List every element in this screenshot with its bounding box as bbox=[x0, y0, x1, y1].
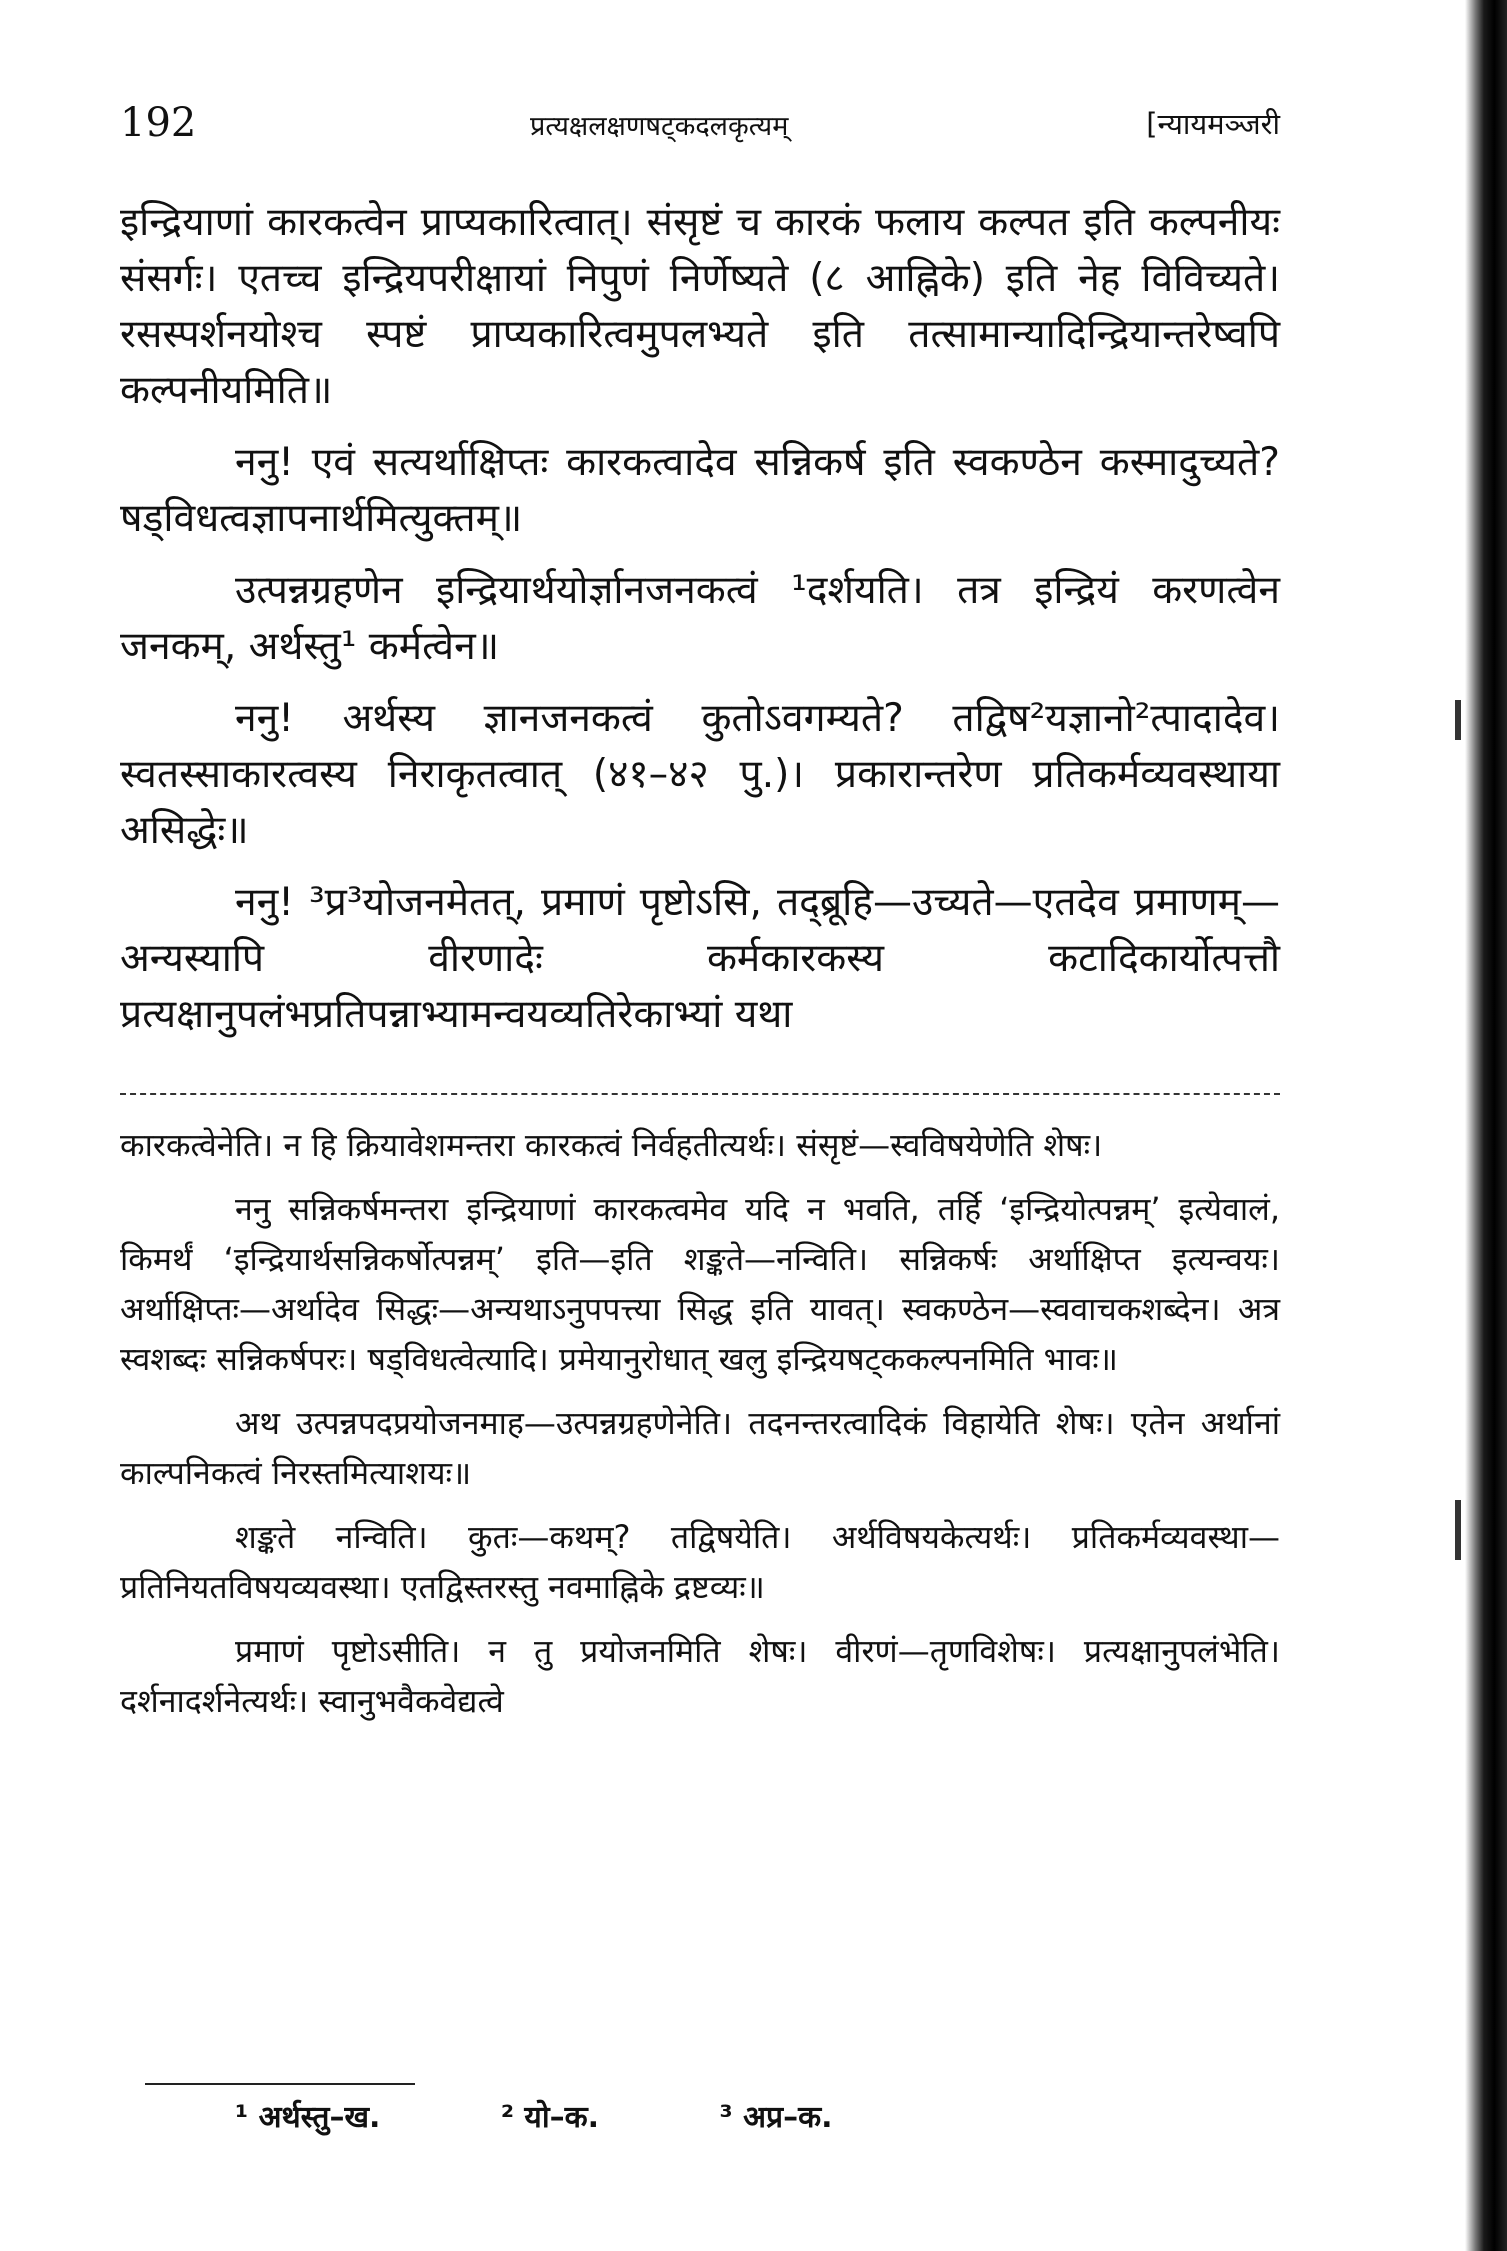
main-paragraph: इन्द्रियाणां कारकत्वेन प्राप्यकारित्वात्। संसृष्टं च कारकं फलाय कल्पत इति कल्पनीयः संसर्गः। एतच्च इन्द्रियपरीक्षायां निपुणं निर्णेष्यते (८ आह्निके) इति नेह विविच्यते। रसस्पर्शनयोश्च स्पष्टं प्राप्यकारित्वमुपलभ्यते इति तत्सामान्यादिन्द्रियान्तरेष्वपि कल्पनीयमिति॥ bbox=[120, 200, 1280, 413]
spine-speck bbox=[1455, 700, 1461, 740]
spine-speck bbox=[1455, 1500, 1461, 1560]
commentary-paragraph: ननु सन्निकर्षमन्तरा इन्द्रियाणां कारकत्वमेव यदि न भवति, तर्हि ‘इन्द्रियोत्पन्नम्’ इत्येवालं, किमर्थं ‘इन्द्रियार्थसन्निकर्षोत्पन्नम्’ इति—इति शङ्कते—नन्विति। सन्निकर्षः अर्थाक्षिप्त इत्यन्वयः। अर्थाक्षिप्तः—अर्थादेव सिद्धः—अन्यथाऽनुपपत्त्या सिद्ध इति यावत्। स्वकण्ठेन—स्ववाचकशब्देन। अत्र स्वशब्दः सन्निकर्षपरः। षड्विधत्वेत्यादि। प्रमेयानुरोधात् खलु इन्द्रियषट्ककल्पनमिति भावः॥ bbox=[120, 1190, 1280, 1378]
footnote: ² यो–क. bbox=[500, 2100, 600, 2135]
page-number: 192 bbox=[120, 100, 197, 146]
footnote-rule bbox=[145, 2083, 415, 2085]
main-paragraph: ननु! एवं सत्यर्थाक्षिप्तः कारकत्वादेव सन्निकर्ष इति स्वकण्ठेन कस्मादुच्यते? षड्विधत्वज्ञापनार्थमित्युक्तम्॥ bbox=[120, 440, 1280, 541]
commentary-paragraph: कारकत्वेनेति। न हि क्रियावेशमन्तरा कारकत्वं निर्वहतीत्यर्थः। संसृष्टं—स्वविषयेणेति शेषः। bbox=[120, 1126, 1103, 1164]
footnotes bbox=[235, 2095, 1135, 2136]
section-name: [न्यायमञ्जरी bbox=[1146, 107, 1280, 141]
commentary bbox=[120, 1120, 1280, 1740]
book-spine-shadow bbox=[1465, 0, 1507, 2251]
footnote: ¹ अर्थस्तु–ख. bbox=[235, 2100, 381, 2135]
main-paragraph: उत्पन्नग्रहणेन इन्द्रियार्थयोर्ज्ञानजनकत्वं ¹दर्शयति। तत्र इन्द्रियं करणत्वेन जनकम्, अर्थस्तु¹ कर्मत्वेन॥ bbox=[120, 568, 1280, 669]
main-paragraph: ननु! ³प्र³योजनमेतत्, प्रमाणं पृष्टोऽसि, तद्ब्रूहि—उच्यते—एतदेव प्रमाणम्—अन्यस्यापि वीरणादेः कर्मकारकस्य कटादिकार्योत्पत्तौ प्रत्यक्षानुपलंभप्रतिपन्नाभ्यामन्वयव्यतिरेकाभ्यां यथा bbox=[120, 880, 1280, 1037]
main-text bbox=[120, 195, 1280, 1059]
section-divider bbox=[120, 1093, 1280, 1095]
page-header bbox=[120, 100, 1280, 160]
commentary-paragraph: शङ्कते नन्विति। कुतः—कथम्? तद्विषयेति। अर्थविषयकेत्यर्थः। प्रतिकर्मव्यवस्था—प्रतिनियतविषयव्यवस्था। एतद्विस्तरस्तु नवमाह्निके द्रष्टव्यः॥ bbox=[120, 1518, 1280, 1606]
commentary-paragraph: अथ उत्पन्नपदप्रयोजनमाह—उत्पन्नग्रहणेनेति। तदनन्तरत्वादिकं विहायेति शेषः। एतेन अर्थानां काल्पनिकत्वं निरस्तमित्याशयः॥ bbox=[120, 1404, 1280, 1492]
footnote: ³ अप्र–क. bbox=[719, 2100, 833, 2135]
running-title: प्रत्यक्षलक्षणषट्कदलकृत्यम् bbox=[530, 111, 789, 142]
commentary-paragraph: प्रमाणं पृष्टोऽसीति। न तु प्रयोजनमिति शेषः। वीरणं—तृणविशेषः। प्रत्यक्षानुपलंभेति। दर्शनादर्शनेत्यर्थः। स्वानुभवैकवेद्यत्वे bbox=[120, 1632, 1280, 1720]
main-paragraph: ननु! अर्थस्य ज्ञानजनकत्वं कुतोऽवगम्यते? तद्विष²यज्ञानो²त्पादादेव। स्वतस्साकारत्वस्य निराकृतत्वात् (४१–४२ पु.)। प्रकारान्तरेण प्रतिकर्मव्यवस्थाया असिद्धेः॥ bbox=[120, 696, 1280, 853]
